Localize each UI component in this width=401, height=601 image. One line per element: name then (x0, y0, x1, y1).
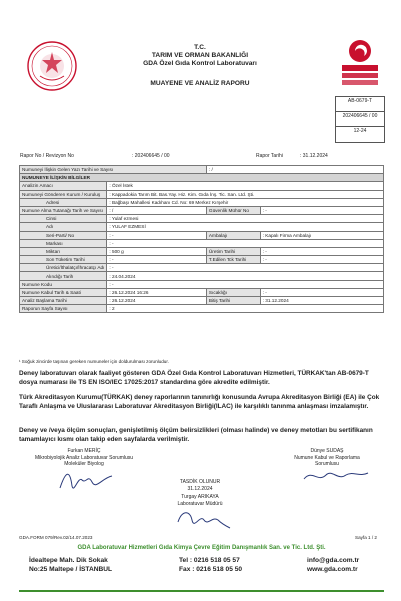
table-row (20, 288, 384, 296)
table-row (20, 256, 384, 264)
table-cell: : / (206, 166, 383, 174)
table-cell: Miktarı (20, 247, 107, 255)
left-signatory-subtitle: Moleküler Biyolog (64, 461, 104, 467)
table-row (20, 215, 384, 223)
table-cell: Numune Kodu (20, 280, 107, 288)
table-cell: : - (260, 256, 383, 264)
table-cell: : - (260, 206, 383, 214)
table-row (20, 182, 384, 190)
header-tc: T.C. (194, 44, 206, 51)
table-cell: Alındığı Tarih (20, 272, 107, 280)
footer-contact (275, 557, 383, 574)
table-cell: : - (107, 239, 384, 247)
table-cell: Cinsi (20, 215, 107, 223)
center-signatory-title: Laboratuvar Müdürü (177, 500, 223, 507)
table-cell: Numune Alma Tutanağı Tarih ve Sayısı (20, 206, 107, 214)
table-cell: : - (107, 264, 384, 272)
footer (19, 543, 384, 587)
report-title: MUAYENE VE ANALİZ RAPORU (150, 80, 250, 87)
table-cell: : - (107, 256, 207, 264)
footer-company: GDA Laboratuvar Hizmetleri Gıda Kimya Çevre Eğitim Danışmanlık San. ve Tic. Ltd. Şti. (77, 545, 326, 551)
document-header (95, 44, 305, 88)
footer-tel: Tel : 0216 518 05 57 (179, 557, 240, 564)
center-signature (172, 506, 232, 539)
table-cell: : Kappadokia Tarım Bit. Bas.Yay. Hiz. Kim. Gıda İnş. Tic. San. Ltd. Şti. (107, 190, 384, 198)
table-cell: Seri-Parti/ No (20, 231, 107, 239)
left-signatory-name: Furkan MERİÇ (67, 448, 101, 454)
left-signatory (24, 448, 144, 468)
table-cell: Raporun Sayfa Sayısı (20, 305, 107, 313)
table-cell: : Kapalı Firma Ambalajı (260, 231, 383, 239)
table-row (20, 206, 384, 214)
table-cell: : - (260, 288, 383, 296)
table-cell: : 24.04.2024 (107, 272, 384, 280)
table-cell: : - (107, 231, 207, 239)
table-cell: : 26.12.2024 16:26 (107, 288, 207, 296)
table-cell: : Bağbaşı Mahallesi Kadıhanı Cd. No: 69 Merkez Kırşehir (107, 198, 384, 206)
table-cell: Analizin Amacı (20, 182, 107, 190)
header-ministry: TARIM VE ORMAN BAKANLIĞI (151, 52, 249, 59)
table-cell: : / (107, 206, 207, 214)
accreditation-year: 12-24 (353, 128, 367, 134)
footer-address-line2: No:25 Maltepe / İSTANBUL (29, 565, 113, 573)
accreditation-report-ref: 202406645 / 00 (336, 112, 384, 127)
table-row (20, 198, 384, 206)
left-signatory-title: Mikrobiyolojik Analiz Laboratuvar Sorumlusu (34, 454, 134, 461)
approval-date: 31.12.2024 (187, 485, 213, 492)
footer-divider (19, 590, 384, 592)
center-signatory-name: Turgay ARIKAYA (181, 494, 219, 500)
table-cell: : 31.12.2024 (260, 297, 383, 305)
table-row (20, 297, 384, 305)
section-title: NUMUNEYE İLİŞKİN BİLGİLER (20, 174, 384, 182)
accreditation-code-box (335, 96, 385, 143)
header-lab: GDA Özel Gıda Kontrol Laboratuvarı (143, 60, 257, 67)
table-cell: : 26.12.2024 (107, 297, 207, 305)
approval-label: TASDİK OLUNUR (179, 479, 221, 485)
accreditation-code: AB-0679-T (336, 97, 384, 112)
footer-address (19, 557, 147, 574)
center-signatory (150, 479, 250, 507)
cold-chain-footnote: ¹ Soğuk zincirde taşınan gereken numuneler için doldurulması zorunludur. (19, 359, 169, 364)
footer-fax: Fax : 0216 518 05 50 (179, 565, 243, 573)
table-row (20, 239, 384, 247)
turkak-logo (338, 37, 382, 91)
report-no-label: Rapor No / Revizyon No (20, 153, 74, 159)
table-cell: : - (260, 247, 383, 255)
right-signatory-subtitle: Sorumlusu (315, 461, 339, 467)
table-cell: Markası (20, 239, 107, 247)
table-cell: : - (107, 280, 384, 288)
right-signatory-title: Numune Kabul ve Raporlama (294, 454, 360, 461)
footer-phone (147, 557, 275, 574)
table-row (20, 264, 384, 272)
table-cell: Üretici/İthalatçı/İhracatçı Adı (20, 264, 107, 272)
report-date-label: Rapor Tarihi (256, 153, 283, 159)
table-cell: Numune Kabul Tarih & Saati (20, 288, 107, 296)
left-signature (56, 466, 116, 501)
section-header-row (20, 174, 384, 182)
report-no-value: : 202406645 / 00 (132, 153, 170, 159)
ea-ilac-paragraph: Türk Akreditasyon Kurumu(TÜRKAK) deney raporlarının tanınırlığı konusunda Avrupa Akreditasyon Birliği (EA) ile Çok Taraflı Anlaşma ve Uluslararası Laboratuvar Akreditasyon Birliği(ILAC) ile karşılıklı tanınma anlaşması imzalamıştır. (19, 394, 380, 410)
table-cell: : 500 g (107, 247, 207, 255)
ministry-logo (26, 40, 78, 92)
table-cell: : 2 (107, 305, 384, 313)
table-cell: T.Edilen Tck Tarihi (206, 256, 260, 264)
table-cell: Güvenlik Mühür No (206, 206, 260, 214)
table-cell: Sıcaklığı (206, 288, 260, 296)
footer-address-line1: İdealtepe Mah. Dik Sokak (29, 557, 108, 564)
table-row (20, 280, 384, 288)
right-signature (300, 465, 370, 492)
right-signatory-name: Dünye SUDAŞ (310, 448, 344, 454)
table-cell: Numuneyi Gönderen Kurum / Kuruluş (20, 190, 107, 198)
report-date-value: : 31.12.2024 (300, 153, 328, 159)
table-cell: Son Tüketim Tarihi (20, 256, 107, 264)
page-number: Sayfa 1 / 2 (355, 535, 377, 540)
table-row (20, 223, 384, 231)
table-cell: Numuneyi İlişkin Gelen Yazı Tarihi ve Sayısı (20, 166, 207, 174)
footer-web: www.gda.com.tr (307, 565, 358, 573)
table-cell: Adresi (20, 198, 107, 206)
accreditation-paragraph: Deney laboratuvarı olarak faaliyet gösteren GDA Özel Gıda Kontrol Laboratuvarı Hizmetleri, TÜRKAK'tan AB-0679-T dosya numarası ile TS EN ISO/IEC 17025:2017 standardına göre akredite edilmiştir. (19, 370, 369, 386)
table-cell: : Özel İstek (107, 182, 384, 190)
table-row (20, 166, 384, 174)
form-code: GDA.FORM 079/Rev.02/14.07.2023 (19, 535, 93, 540)
results-paragraph: Deney ve /veya ölçüm sonuçları, genişletilmiş ölçüm belirsizlikleri (olması halinde) ve deney metotları bu sertifikanın tamamlayıcı kısmı olan takip eden sayfalarda verilmiştir. (19, 427, 373, 443)
table-row (20, 231, 384, 239)
table-row (20, 247, 384, 255)
table-cell: Bitiş Tarihi (206, 297, 260, 305)
table-row (20, 305, 384, 313)
table-row (20, 272, 384, 280)
table-row (20, 190, 384, 198)
table-cell: Ambalajı (206, 231, 260, 239)
sample-info-table (19, 165, 384, 313)
table-cell: Analiz Başlama Tarihi (20, 297, 107, 305)
table-cell: Üretim Tarihi (206, 247, 260, 255)
footer-email: info@gda.com.tr (307, 557, 360, 564)
table-cell: : YULAF EZMESİ (107, 223, 384, 231)
table-cell: Adı (20, 223, 107, 231)
table-cell: : Yulaf ezmesi (107, 215, 384, 223)
